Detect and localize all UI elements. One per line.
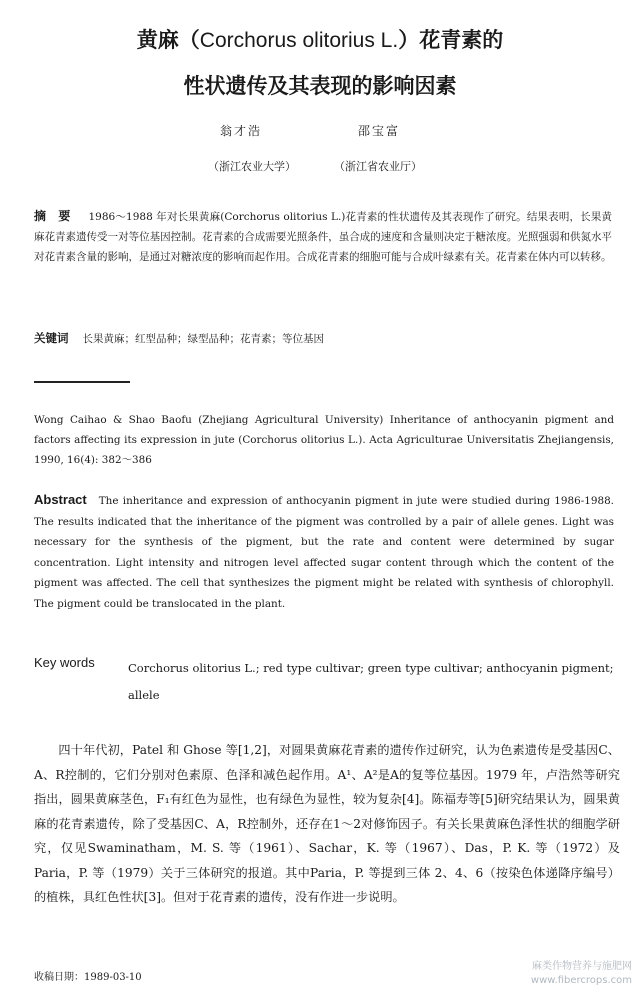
chinese-keywords [34,330,612,346]
author-2: 邵宝富 [358,124,401,138]
chinese-abstract [34,206,612,267]
watermark-line-2: www.fibercrops.com [530,975,632,986]
paper-title-line2: 性状遗传及其表现的影响因素 [183,74,457,98]
section-divider [34,381,130,383]
english-keywords-text: Corchorus olitorius L.; red type cultivar; green type cultivar; anthocyanin pigment; allele [128,661,614,702]
author-1: 翁才浩 [220,124,263,138]
watermark [531,960,632,988]
chinese-keywords-label: 关键词 [34,331,69,345]
english-keywords-label: Key words [34,655,95,670]
paper-title-line1 [0,24,640,54]
affiliation-1: （浙江农业大学） [208,160,296,173]
english-citation: Wong Caihao & Shao Baofu (Zhejiang Agricultural University) Inheritance of anthocyanin pigment and factors affecting its expression in jute (Corchorus olitorius L.). Acta Agriculturae Universitatis Zhejiangensis, 1990, 16(4): 382～386 [34,414,614,466]
chinese-abstract-text: 1986～1988 年对长果黄麻(Corchorus olitorius L.)花青素的性状遗传及其表现作了研究。结果表明，长果黄麻花青素遗传受一对等位基因控制。花青素的合成需要光照条件，虽合成的速度和含量则决定于糖浓度。光照强弱和供氮水平对花青素含量的影响，是通过对糖浓度的影响而起作用。合成花青素的细胞可能与合成叶绿素有关。花青素在体内可以转移。 [34,211,612,263]
title-prefix: 黄麻（ [136,28,200,52]
english-abstract [34,490,614,615]
chinese-keywords-text: 长果黄麻；红型品种；绿型品种；花青素；等位基因 [82,333,324,345]
affiliation-2: （浙江省农业厅） [334,160,422,173]
title-latin-name: Corchorus olitorius L. [199,29,399,52]
watermark-line-1: 麻类作物营养与施肥网 [532,961,632,972]
body-paragraph: 四十年代初，Patel 和 Ghose 等[1,2]，对圆果黄麻花青素的遗传作过研究，认为色素遗传是受基因C、A、R控制的，它们分别对色素原、色泽和减色起作用。A¹、A²是A的复等位基因。1979 年，卢浩然等研究指出，圆果黄麻茎色，F₁有红色为显性，也有绿色为显性，较为复杂[4]。陈福寿等[5]研究结果认为，圆果黄麻的花青素遗传，除了受基因C、A，R控制外，还存在1～2对修饰因子。有关长果黄麻色泽性状的细胞学研究，仅见Swaminatham，M. S. 等（1961）、Sachar，K. 等（1967）、Das，P. K. 等（1972）及 Paria，P. 等（1979）关于三体研究的报道。其中Paria，P. 等提到三体 2、4、6（按染色体递降序编号）的植株，具红色性状[3]。但对于花青素的遗传，没有作进一步说明。 [34,743,620,904]
english-abstract-text: The inheritance and expression of anthocyanin pigment in jute were studied during 1986-1988. The results indicated that the inheritance of the pigment was controlled by a pair of allele genes. Light was necessary for the synthesis of the pigment, but the rate and content were determined by sugar concentration. Light intensity and nitrogen level affected sugar content through which the content of the pigment was affected. The cell that synthesizes the pigment might be related with synthesis of chlorophyll. The pigment could be translocated in the plant. [34,495,614,610]
received-date: 收稿日期：1989-03-10 [34,972,142,983]
english-abstract-label: Abstract [34,492,87,507]
chinese-abstract-label: 摘 要 [34,209,71,223]
title-suffix: ）花青素的 [398,28,504,52]
